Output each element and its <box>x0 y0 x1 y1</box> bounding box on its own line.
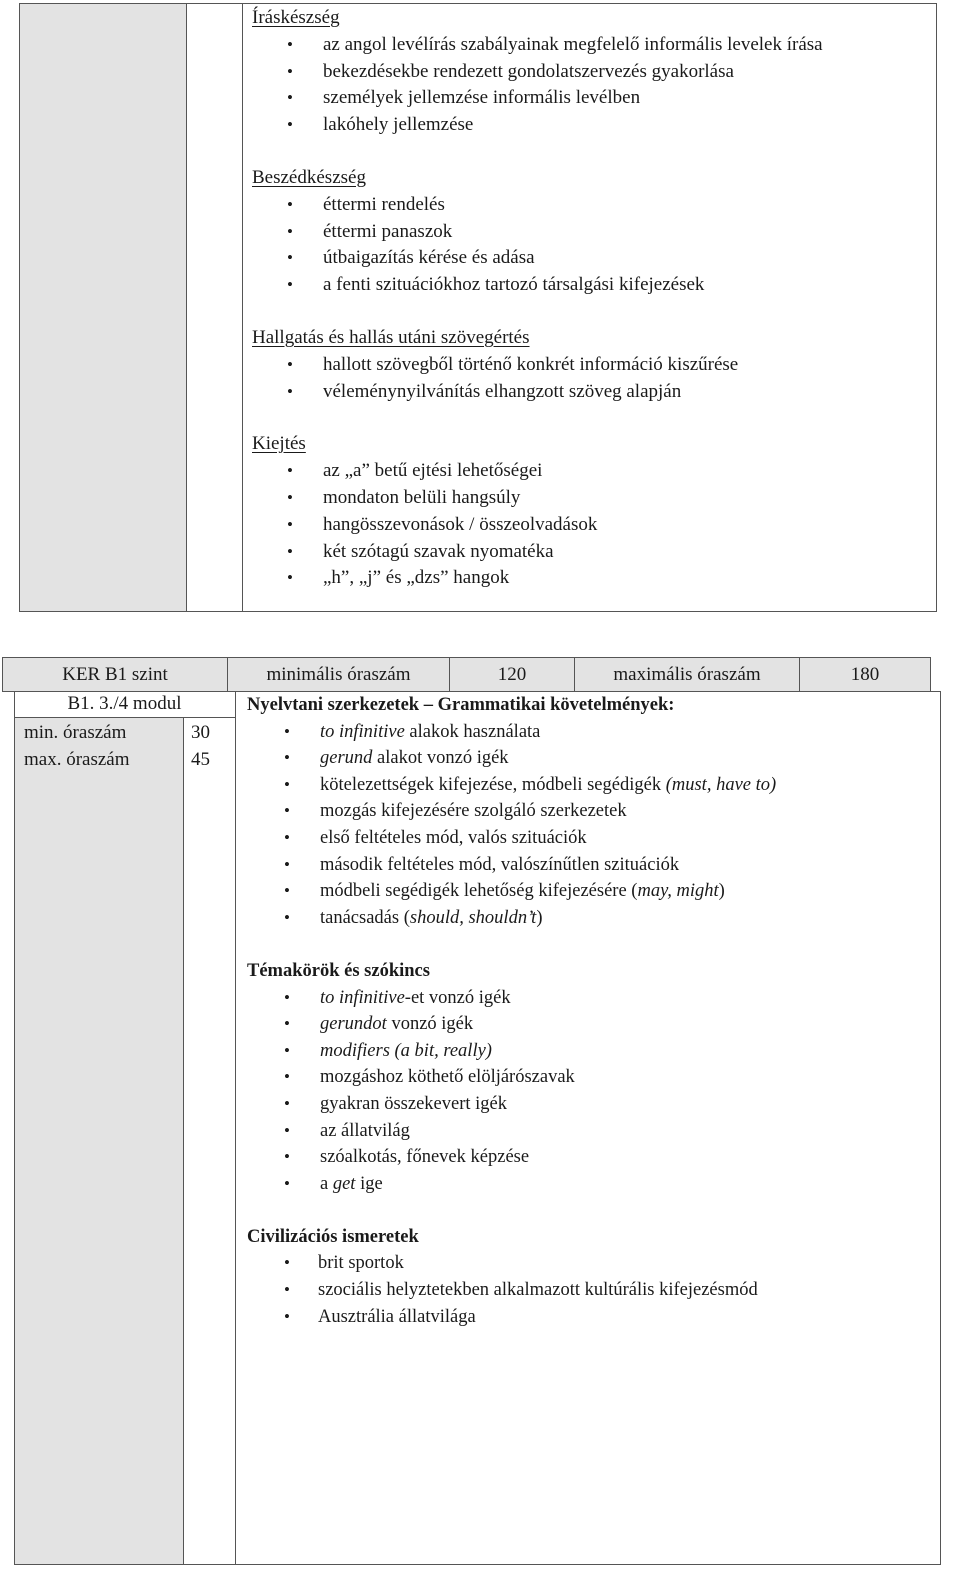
section-heading: Íráskészség <box>252 7 340 28</box>
list-item: • gerund alakot vonzó igék <box>247 745 937 772</box>
upper-blank-column <box>187 4 243 611</box>
list-item: • bekezdésekbe rendezett gondolatszervezés gyakorlása <box>252 59 932 86</box>
list-item: • útbaigazítás kérése és adása <box>252 245 932 272</box>
grammar-list <box>247 719 937 932</box>
vocab-heading: Témakörök és szókincs <box>247 960 430 981</box>
list-item: • to infinitive alakok használata <box>247 719 937 746</box>
list-item: • személyek jellemzése informális levélben <box>252 85 932 112</box>
level-row <box>2 657 931 692</box>
list-item: • az állatvilág <box>247 1118 937 1145</box>
list-item: • Ausztrália állatvilága <box>247 1304 937 1331</box>
list-item: • második feltételes mód, valószínűtlen szituációk <box>247 852 937 879</box>
max-hours-label: maximális óraszám <box>613 664 761 685</box>
module-name: B1. 3./4 modul <box>67 693 182 714</box>
list-item: • éttermi rendelés <box>252 192 932 219</box>
module-max-label: max. óraszám <box>24 749 130 770</box>
min-hours-value: 120 <box>497 664 527 685</box>
min-hours-label-cell <box>228 658 450 691</box>
section-listening <box>252 325 932 405</box>
list-item: • to infinitive-et vonzó igék <box>247 985 937 1012</box>
section-heading: Hallgatás és hallás utáni szövegértés <box>252 326 530 348</box>
list-item: • az angol levélírás szabályainak megfelelő informális levelek írása <box>252 32 932 59</box>
module-content <box>247 692 937 1330</box>
list-item: • modifiers (a bit, really) <box>247 1038 937 1065</box>
module-white-column <box>184 718 236 1564</box>
grammar-heading: Nyelvtani szerkezetek – Grammatikai követelmények: <box>247 695 675 715</box>
level-cell <box>3 658 228 691</box>
list-item: • gerundot vonzó igék <box>247 1011 937 1038</box>
module-max-value: 45 <box>191 749 210 770</box>
list-item: • lakóhely jellemzése <box>252 112 932 139</box>
list-item: • brit sportok <box>247 1250 937 1277</box>
section-heading: Kiejtés <box>252 433 306 455</box>
civ-heading: Civilizációs ismeretek <box>247 1226 419 1247</box>
section-pronunciation <box>252 431 932 592</box>
list-item: • a get ige <box>247 1171 937 1198</box>
list-item: • hallott szövegből történő konkrét információ kiszűrése <box>252 352 932 379</box>
bullet-list <box>252 192 932 299</box>
civ-list <box>247 1250 937 1330</box>
section-writing <box>252 5 932 139</box>
list-item: • a fenti szituációkhoz tartozó társalgási kifejezések <box>252 272 932 299</box>
upper-gray-column <box>20 4 187 611</box>
list-item: • gyakran összekevert igék <box>247 1091 937 1118</box>
list-item: • szóalkotás, főnevek képzése <box>247 1144 937 1171</box>
module-min-label: min. óraszám <box>24 722 127 743</box>
max-hours-value-cell <box>800 658 930 691</box>
vocab-list <box>247 985 937 1198</box>
bullet-list <box>252 352 932 406</box>
list-item: • szociális helyztetekben alkalmazott kultúrális kifejezésmód <box>247 1277 937 1304</box>
list-item: • mondaton belüli hangsúly <box>252 485 932 512</box>
level-label: KER B1 szint <box>62 664 168 685</box>
upper-content <box>252 5 932 592</box>
module-gray-column <box>15 718 184 1564</box>
list-item: • véleménynyilvánítás elhangzott szöveg alapján <box>252 379 932 406</box>
module-min-value: 30 <box>191 722 210 743</box>
list-item: • módbeli segédigék lehetőség kifejezésére (may, might) <box>247 878 937 905</box>
section-speaking <box>252 165 932 299</box>
list-item: • hangösszevonások / összeolvadások <box>252 512 932 539</box>
list-item: • az „a” betű ejtési lehetőségei <box>252 458 932 485</box>
list-item: • kötelezettségek kifejezése, módbeli segédigék (must, have to) <box>247 772 937 799</box>
list-item: • két szótagú szavak nyomatéka <box>252 539 932 566</box>
list-item: • első feltételes mód, valós szituációk <box>247 825 937 852</box>
list-item: • „h”, „j” és „dzs” hangok <box>252 565 932 592</box>
section-heading: Beszédkészség <box>252 166 366 188</box>
min-hours-value-cell <box>450 658 575 691</box>
max-hours-label-cell <box>575 658 800 691</box>
list-item: • tanácsadás (should, shouldn’t) <box>247 905 937 932</box>
list-item: • mozgáshoz köthető elöljárószavak <box>247 1064 937 1091</box>
list-item: • éttermi panaszok <box>252 219 932 246</box>
bullet-list <box>252 32 932 139</box>
min-hours-label: minimális óraszám <box>266 664 411 685</box>
bullet-list <box>252 458 932 592</box>
max-hours-value: 180 <box>850 664 880 685</box>
list-item: • mozgás kifejezésére szolgáló szerkezetek <box>247 798 937 825</box>
